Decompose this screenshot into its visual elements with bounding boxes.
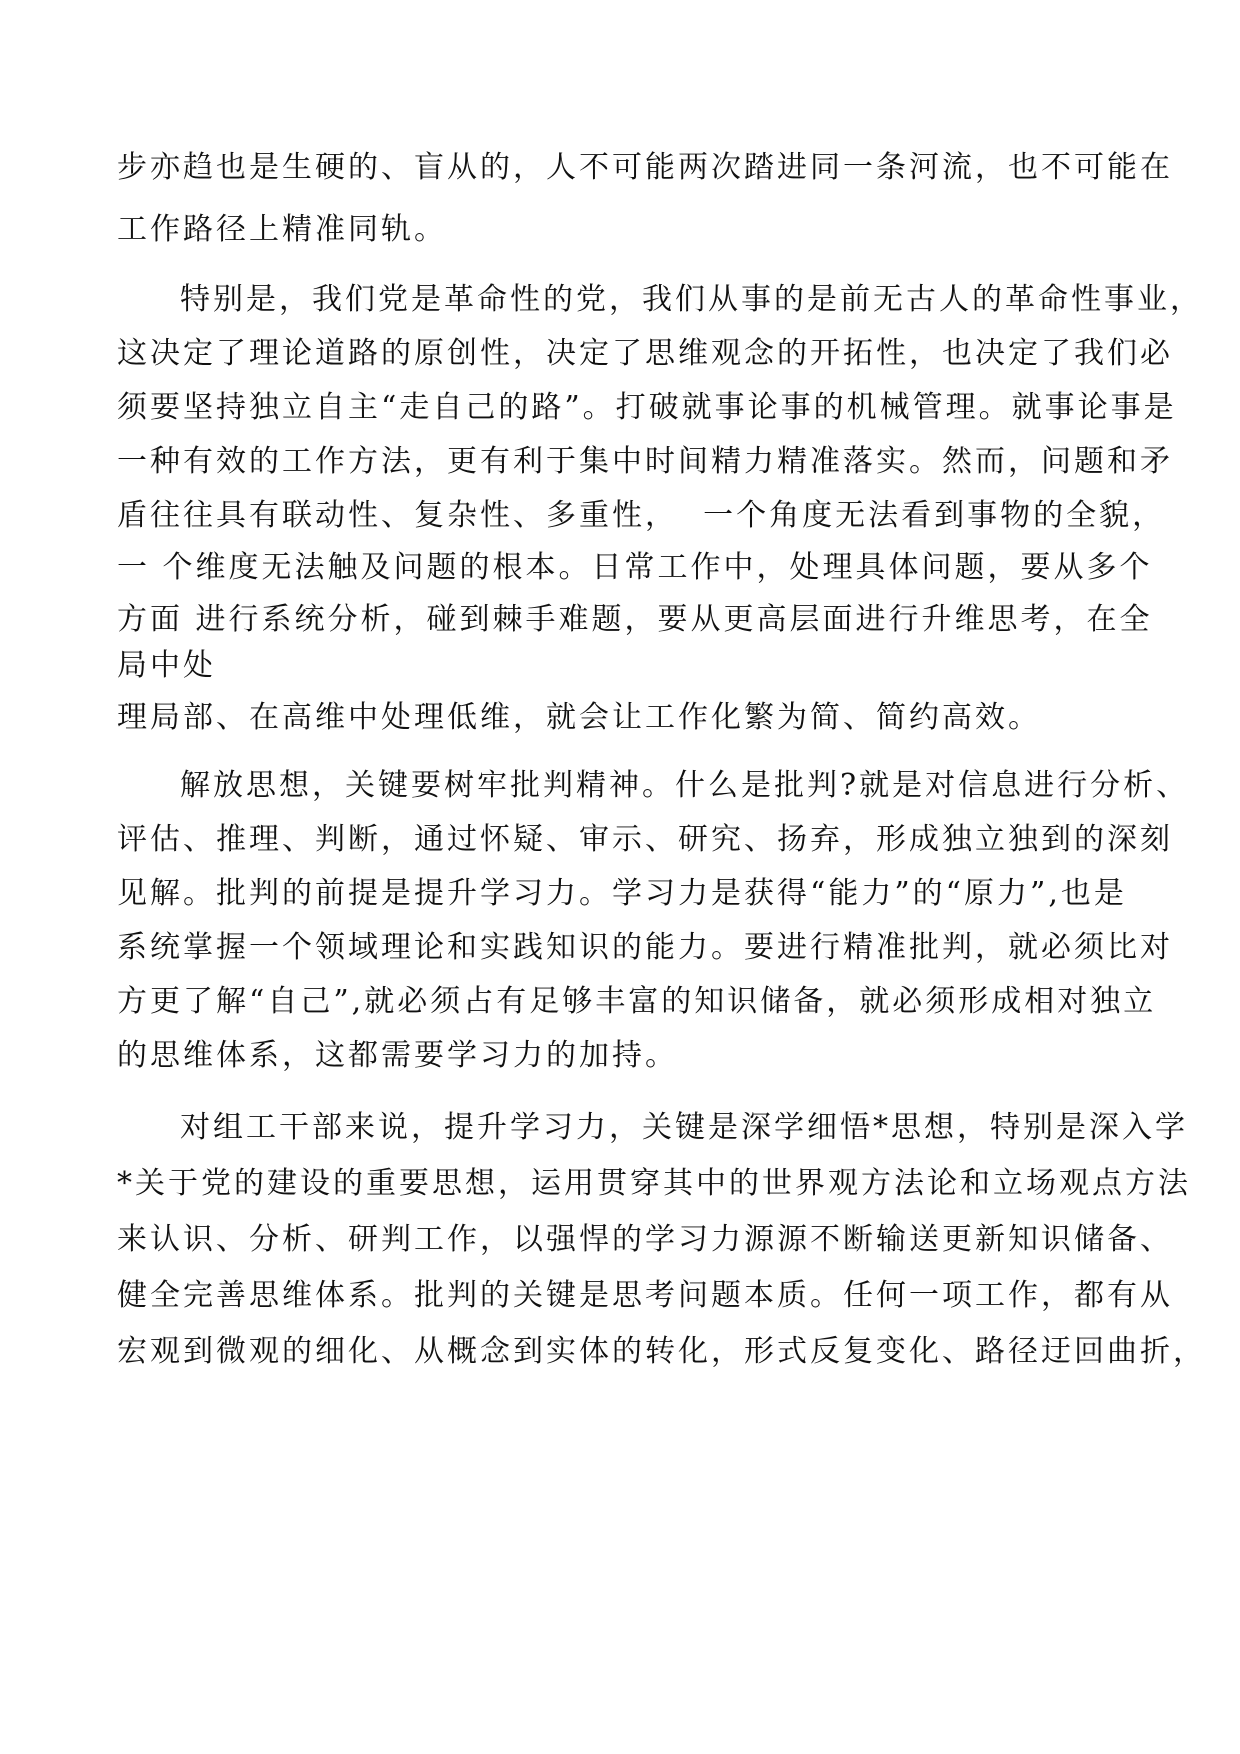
text-line: 方面 进行系统分析，碰到棘手难题，要从更高层面进行升维思考，在全 xyxy=(117,602,1153,637)
text-line: 理局部、在高维中处理低维，就会让工作化繁为简、简约高效。 xyxy=(117,700,1041,735)
text-line: 特别是，我们党是革命性的党，我们从事的是前无古人的革命性事业， xyxy=(180,282,1203,317)
text-line: *关于党的建设的重要思想，运用贯穿其中的世界观方法论和立场观点方法 xyxy=(117,1166,1191,1201)
text-line: 这决定了理论道路的原创性，决定了思维观念的开拓性，也决定了我们必 xyxy=(117,336,1173,371)
text-line: 一 个维度无法触及问题的根本。日常工作中，处理具体问题，要从多个 xyxy=(117,550,1153,585)
text-line: 步亦趋也是生硬的、盲从的，人不可能两次踏进同一条河流，也不可能在 xyxy=(117,150,1173,185)
text-line: 方更了解“自己”,就必须占有足够丰富的知识储备，就必须形成相对独立 xyxy=(117,984,1157,1019)
text-line: 解放思想，关键要树牢批判精神。什么是批判?就是对信息进行分析、 xyxy=(180,768,1190,803)
text-line: 工作路径上精准同轨。 xyxy=(117,212,447,247)
text-line: 宏观到微观的细化、从概念到实体的转化，形式反复变化、路径迂回曲折， xyxy=(117,1334,1206,1369)
text-line: 见解。批判的前提是提升学习力。学习力是获得“能力”的“原力”,也是 xyxy=(117,876,1127,911)
text-line: 局中处 xyxy=(117,648,216,683)
text-line: 系统掌握一个领域理论和实践知识的能力。要进行精准批判，就必须比对 xyxy=(117,930,1173,965)
text-line: 评估、推理、判断，通过怀疑、审示、研究、扬弃，形成独立独到的深刻 xyxy=(117,822,1173,857)
text-line: 来认识、分析、研判工作，以强悍的学习力源源不断输送更新知识储备、 xyxy=(117,1222,1173,1257)
text-line: 盾往往具有联动性、复杂性、多重性， 一个角度无法看到事物的全貌， xyxy=(117,498,1166,533)
text-line: 的思维体系，这都需要学习力的加持。 xyxy=(117,1038,678,1073)
text-line: 一种有效的工作方法，更有利于集中时间精力精准落实。然而，问题和矛 xyxy=(117,444,1173,479)
text-line: 须要坚持独立自主“走自己的路”。打破就事论事的机械管理。就事论事是 xyxy=(117,390,1177,425)
text-line: 对组工干部来说，提升学习力，关键是深学细悟*思想，特别是深入学 xyxy=(180,1110,1188,1145)
text-line: 健全完善思维体系。批判的关键是思考问题本质。任何一项工作，都有从 xyxy=(117,1278,1173,1313)
